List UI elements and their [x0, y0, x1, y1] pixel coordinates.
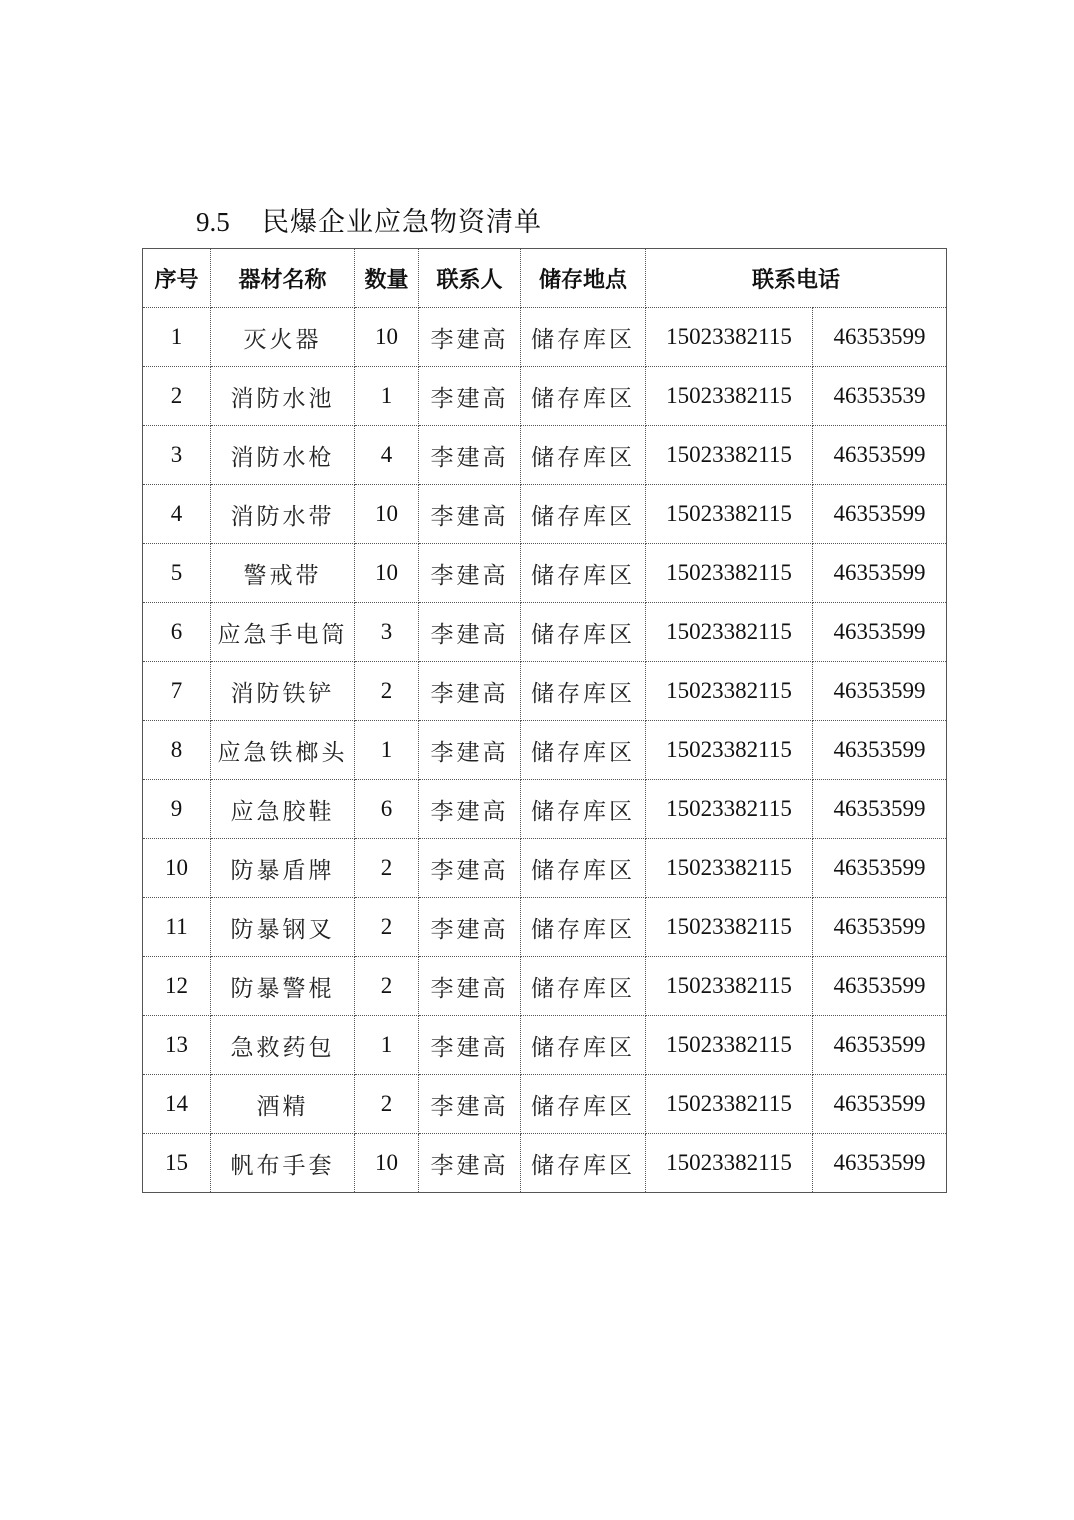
- cell-item-name: 灭火器: [211, 308, 355, 367]
- cell-mobile: 15023382115: [646, 957, 813, 1016]
- cell-phone: 46353599: [813, 721, 947, 780]
- cell-location: 储存库区: [521, 780, 646, 839]
- cell-item-name: 酒精: [211, 1075, 355, 1134]
- cell-phone: 46353599: [813, 1075, 947, 1134]
- cell-no: 2: [143, 367, 211, 426]
- table-row: [143, 839, 947, 898]
- cell-contact: 李建高: [419, 721, 521, 780]
- cell-location: 储存库区: [521, 1134, 646, 1193]
- cell-item-name: 消防水枪: [211, 426, 355, 485]
- cell-mobile: 15023382115: [646, 721, 813, 780]
- cell-phone: 46353539: [813, 367, 947, 426]
- cell-item-name: 急救药包: [211, 1016, 355, 1075]
- table-body: [143, 308, 947, 1193]
- cell-item-name: 消防水池: [211, 367, 355, 426]
- cell-location: 储存库区: [521, 1016, 646, 1075]
- cell-no: 9: [143, 780, 211, 839]
- cell-item-name: 消防水带: [211, 485, 355, 544]
- cell-mobile: 15023382115: [646, 839, 813, 898]
- column-header-qty: 数量: [355, 249, 419, 308]
- table-row: [143, 308, 947, 367]
- column-header-no: 序号: [143, 249, 211, 308]
- cell-location: 储存库区: [521, 898, 646, 957]
- cell-location: 储存库区: [521, 544, 646, 603]
- table-row: [143, 367, 947, 426]
- cell-location: 储存库区: [521, 603, 646, 662]
- cell-quantity: 10: [355, 544, 419, 603]
- cell-mobile: 15023382115: [646, 603, 813, 662]
- cell-location: 储存库区: [521, 839, 646, 898]
- cell-quantity: 4: [355, 426, 419, 485]
- table-row: [143, 1016, 947, 1075]
- cell-item-name: 警戒带: [211, 544, 355, 603]
- cell-item-name: 应急铁榔头: [211, 721, 355, 780]
- cell-mobile: 15023382115: [646, 544, 813, 603]
- cell-item-name: 防暴警棍: [211, 957, 355, 1016]
- cell-contact: 李建高: [419, 1016, 521, 1075]
- cell-item-name: 帆布手套: [211, 1134, 355, 1193]
- cell-quantity: 2: [355, 1075, 419, 1134]
- cell-mobile: 15023382115: [646, 485, 813, 544]
- cell-phone: 46353599: [813, 1016, 947, 1075]
- cell-location: 储存库区: [521, 485, 646, 544]
- table-row: [143, 957, 947, 1016]
- cell-quantity: 1: [355, 367, 419, 426]
- cell-location: 储存库区: [521, 367, 646, 426]
- cell-no: 11: [143, 898, 211, 957]
- cell-location: 储存库区: [521, 426, 646, 485]
- cell-location: 储存库区: [521, 662, 646, 721]
- cell-item-name: 防暴钢叉: [211, 898, 355, 957]
- table-row: [143, 721, 947, 780]
- table-row: [143, 1134, 947, 1193]
- cell-mobile: 15023382115: [646, 367, 813, 426]
- cell-phone: 46353599: [813, 662, 947, 721]
- cell-no: 5: [143, 544, 211, 603]
- cell-contact: 李建高: [419, 426, 521, 485]
- table-row: [143, 603, 947, 662]
- cell-contact: 李建高: [419, 544, 521, 603]
- section-number: 9.5: [196, 207, 230, 237]
- column-header-name: 器材名称: [211, 249, 355, 308]
- cell-phone: 46353599: [813, 839, 947, 898]
- cell-quantity: 2: [355, 898, 419, 957]
- cell-phone: 46353599: [813, 308, 947, 367]
- cell-item-name: 消防铁铲: [211, 662, 355, 721]
- emergency-supplies-table: [142, 248, 947, 1193]
- table-row: [143, 662, 947, 721]
- cell-no: 1: [143, 308, 211, 367]
- column-header-location: 储存地点: [521, 249, 646, 308]
- table-row: [143, 898, 947, 957]
- cell-phone: 46353599: [813, 485, 947, 544]
- cell-no: 4: [143, 485, 211, 544]
- cell-phone: 46353599: [813, 426, 947, 485]
- cell-quantity: 10: [355, 485, 419, 544]
- cell-phone: 46353599: [813, 1134, 947, 1193]
- table-row: [143, 780, 947, 839]
- cell-item-name: 应急胶鞋: [211, 780, 355, 839]
- table-row: [143, 426, 947, 485]
- cell-no: 14: [143, 1075, 211, 1134]
- cell-location: 储存库区: [521, 721, 646, 780]
- cell-contact: 李建高: [419, 485, 521, 544]
- cell-mobile: 15023382115: [646, 1016, 813, 1075]
- cell-quantity: 1: [355, 1016, 419, 1075]
- cell-item-name: 防暴盾牌: [211, 839, 355, 898]
- cell-contact: 李建高: [419, 1134, 521, 1193]
- cell-quantity: 2: [355, 957, 419, 1016]
- cell-mobile: 15023382115: [646, 308, 813, 367]
- cell-contact: 李建高: [419, 780, 521, 839]
- section-title: 民爆企业应急物资清单: [262, 207, 542, 238]
- cell-contact: 李建高: [419, 839, 521, 898]
- cell-quantity: 2: [355, 662, 419, 721]
- cell-no: 6: [143, 603, 211, 662]
- cell-mobile: 15023382115: [646, 426, 813, 485]
- cell-no: 12: [143, 957, 211, 1016]
- cell-phone: 46353599: [813, 780, 947, 839]
- cell-mobile: 15023382115: [646, 662, 813, 721]
- cell-mobile: 15023382115: [646, 898, 813, 957]
- cell-phone: 46353599: [813, 544, 947, 603]
- cell-no: 10: [143, 839, 211, 898]
- cell-location: 储存库区: [521, 1075, 646, 1134]
- table-row: [143, 1075, 947, 1134]
- cell-no: 7: [143, 662, 211, 721]
- cell-quantity: 10: [355, 308, 419, 367]
- cell-no: 8: [143, 721, 211, 780]
- cell-contact: 李建高: [419, 662, 521, 721]
- cell-mobile: 15023382115: [646, 1134, 813, 1193]
- cell-contact: 李建高: [419, 1075, 521, 1134]
- cell-phone: 46353599: [813, 898, 947, 957]
- cell-contact: 李建高: [419, 308, 521, 367]
- cell-quantity: 6: [355, 780, 419, 839]
- cell-mobile: 15023382115: [646, 1075, 813, 1134]
- cell-contact: 李建高: [419, 957, 521, 1016]
- cell-no: 15: [143, 1134, 211, 1193]
- cell-contact: 李建高: [419, 367, 521, 426]
- cell-phone: 46353599: [813, 603, 947, 662]
- cell-location: 储存库区: [521, 957, 646, 1016]
- section-heading: [196, 200, 542, 244]
- cell-item-name: 应急手电筒: [211, 603, 355, 662]
- cell-no: 3: [143, 426, 211, 485]
- cell-no: 13: [143, 1016, 211, 1075]
- cell-quantity: 3: [355, 603, 419, 662]
- cell-quantity: 1: [355, 721, 419, 780]
- table-row: [143, 485, 947, 544]
- column-header-phone: 联系电话: [646, 249, 947, 308]
- table-header-row: [143, 249, 947, 308]
- cell-quantity: 2: [355, 839, 419, 898]
- cell-phone: 46353599: [813, 957, 947, 1016]
- cell-location: 储存库区: [521, 308, 646, 367]
- cell-contact: 李建高: [419, 603, 521, 662]
- cell-quantity: 10: [355, 1134, 419, 1193]
- cell-contact: 李建高: [419, 898, 521, 957]
- column-header-contact: 联系人: [419, 249, 521, 308]
- table-row: [143, 544, 947, 603]
- cell-mobile: 15023382115: [646, 780, 813, 839]
